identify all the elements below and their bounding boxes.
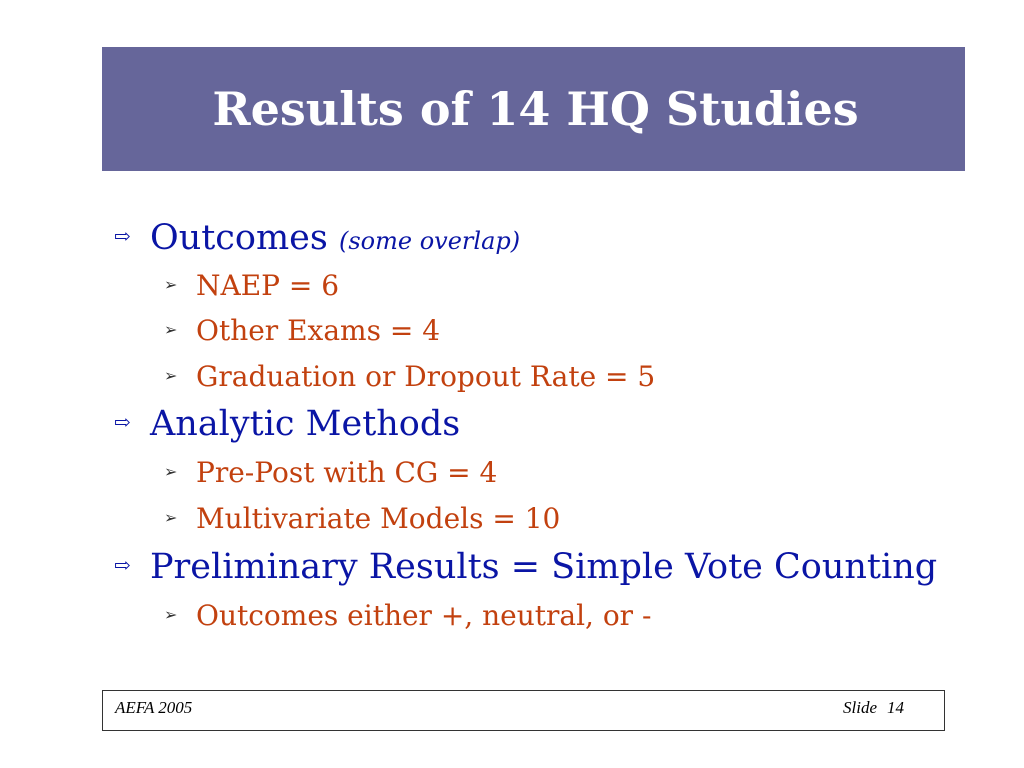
hollow-arrow-right-icon: ⇨ <box>114 552 131 577</box>
bullet-analytic-methods-label: Analytic Methods <box>150 404 461 444</box>
arrowhead-bullet-icon: ➢ <box>164 275 178 294</box>
sub-bullet-other-exams <box>164 314 440 347</box>
sub-bullet-outcomes-either <box>164 599 651 632</box>
sub-bullet-graduation <box>164 360 655 393</box>
sub-bullet-multivariate-label: Multivariate Models = 10 <box>196 502 561 535</box>
slide-footer <box>102 690 945 731</box>
hollow-arrow-right-icon: ⇨ <box>114 409 131 434</box>
sub-bullet-other-exams-label: Other Exams = 4 <box>196 314 441 347</box>
footer-conference: AEFA 2005 <box>115 698 193 717</box>
slide-title: Results of 14 HQ Studies <box>212 82 859 136</box>
footer-slide-number: 14 <box>887 698 904 717</box>
bullet-outcomes-label: Outcomes <box>150 218 328 258</box>
sub-bullet-pre-post <box>164 456 497 489</box>
bullet-outcomes-note: (some overlap) <box>338 227 521 255</box>
footer-slide-label: Slide <box>843 698 877 717</box>
sub-bullet-graduation-label: Graduation or Dropout Rate = 5 <box>196 360 656 393</box>
sub-bullet-outcomes-either-label: Outcomes either +, neutral, or - <box>196 599 652 632</box>
arrowhead-bullet-icon: ➢ <box>164 462 178 481</box>
sub-bullet-naep-label: NAEP = 6 <box>196 269 340 302</box>
arrowhead-bullet-icon: ➢ <box>164 605 178 624</box>
arrowhead-bullet-icon: ➢ <box>164 366 178 385</box>
arrowhead-bullet-icon: ➢ <box>164 508 178 527</box>
arrowhead-bullet-icon: ➢ <box>164 320 178 339</box>
bullet-preliminary-results <box>114 547 937 587</box>
sub-bullet-naep <box>164 269 339 302</box>
bullet-analytic-methods <box>114 404 460 444</box>
footer-slide-number-group <box>843 698 904 718</box>
bullet-outcomes <box>114 218 520 258</box>
bullet-preliminary-results-label: Preliminary Results = Simple Vote Counting <box>150 547 938 587</box>
sub-bullet-multivariate <box>164 502 560 535</box>
sub-bullet-pre-post-label: Pre-Post with CG = 4 <box>196 456 498 489</box>
hollow-arrow-right-icon: ⇨ <box>114 223 131 248</box>
